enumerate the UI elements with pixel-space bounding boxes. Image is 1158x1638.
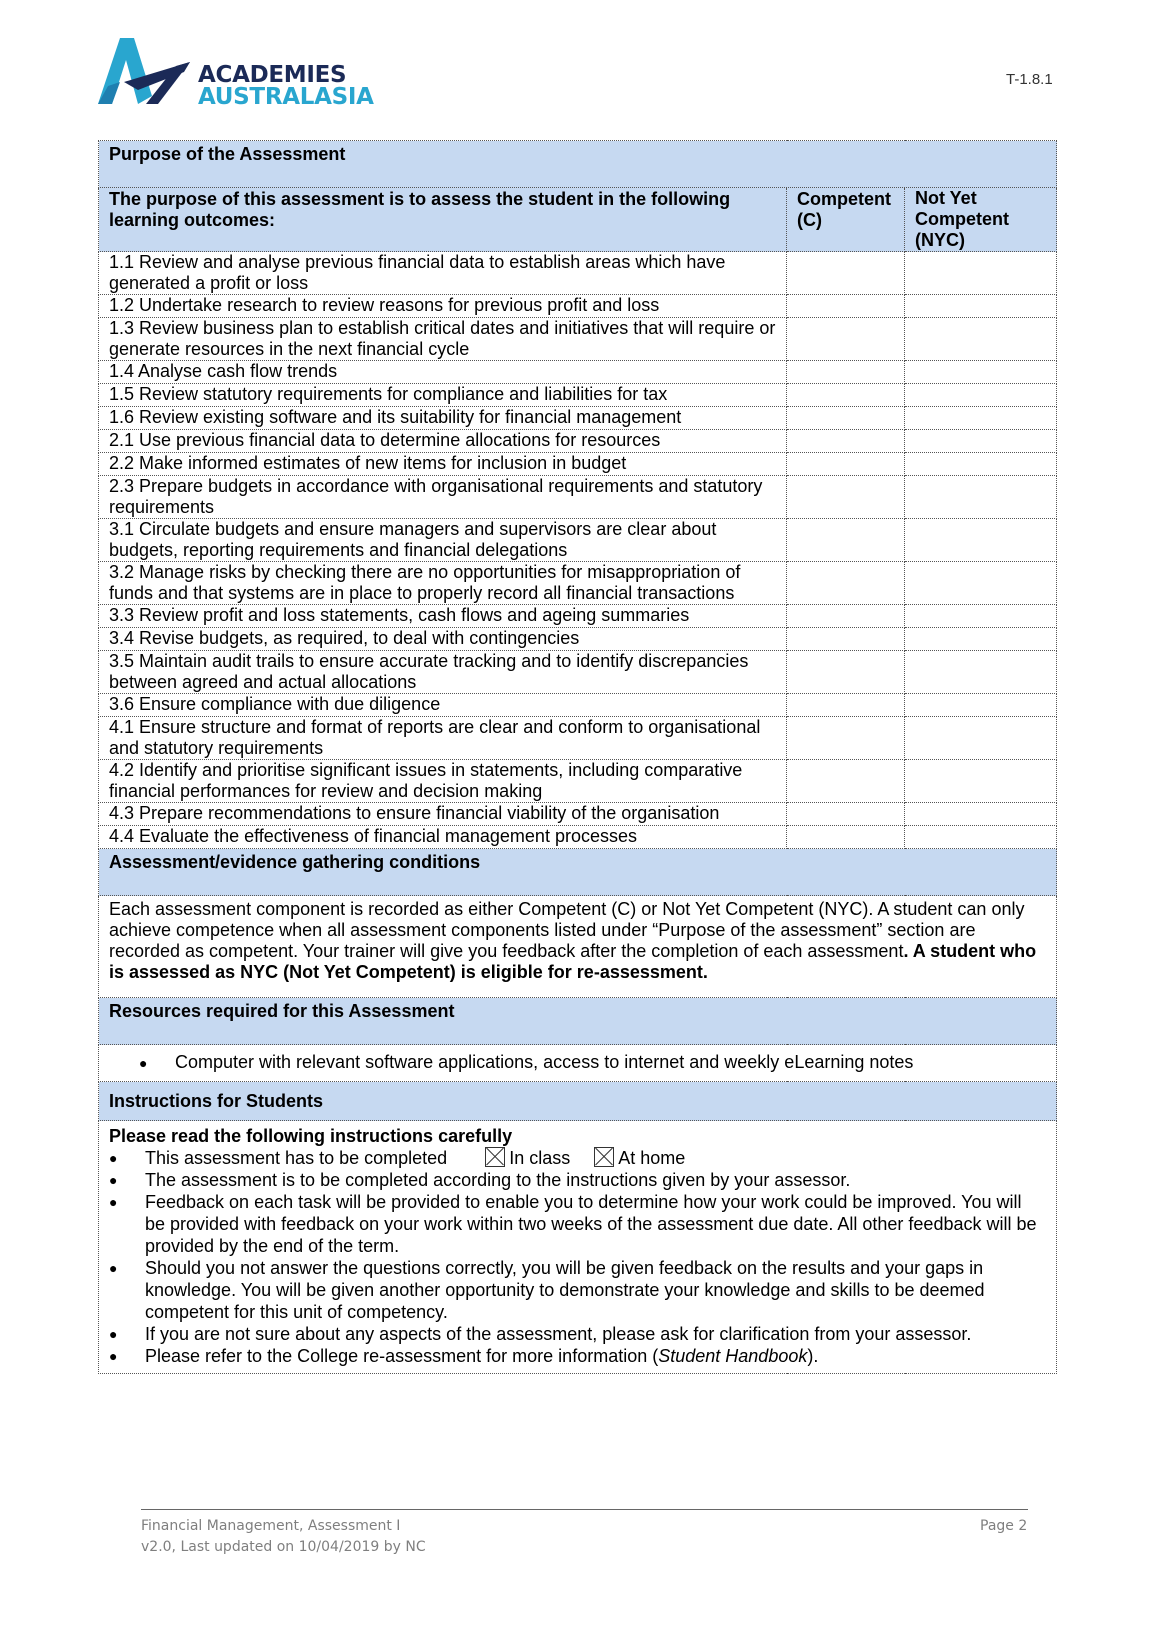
nyc-cell[interactable] [905, 803, 1057, 826]
competent-cell[interactable] [787, 430, 905, 453]
nyc-cell[interactable] [905, 252, 1057, 295]
table-row [99, 694, 1057, 717]
instruction-text: If you are not sure about any aspects of the assessment, please ask for clarification from your assessor. [145, 1324, 972, 1344]
table-row [99, 717, 1057, 760]
page-number: Page 2 [980, 1518, 1028, 1534]
learning-outcomes [99, 252, 1057, 849]
resources-title: Resources required for this Assessment [99, 998, 1057, 1045]
table-row [99, 628, 1057, 651]
footer-title: Financial Management, Assessment I [141, 1518, 401, 1534]
table-row [99, 826, 1057, 849]
table-row [99, 252, 1057, 295]
competent-cell[interactable] [787, 803, 905, 826]
table-row [99, 295, 1057, 318]
nyc-cell[interactable] [905, 407, 1057, 430]
competent-cell[interactable] [787, 826, 905, 849]
competent-cell[interactable] [787, 562, 905, 605]
table-row [99, 605, 1057, 628]
nyc-cell[interactable] [905, 384, 1057, 407]
outcome-text: 1.2 Undertake research to review reasons for previous profit and loss [99, 295, 787, 318]
nyc-cell[interactable] [905, 694, 1057, 717]
in-class-checkbox[interactable] [485, 1147, 505, 1167]
document-reference: T-1.8.1 [1006, 71, 1053, 88]
instruction-text: Feedback on each task will be provided to enable you to determine how your work could be improved. You will be provided with feedback on your work within two weeks of the assessment due date. All other feedback will be provided by the end of the term. [145, 1192, 1037, 1256]
table-row [99, 453, 1057, 476]
outcome-text: 1.1 Review and analyse previous financial data to establish areas which have generated a profit or loss [99, 252, 787, 295]
nyc-cell[interactable] [905, 717, 1057, 760]
purpose-intro: The purpose of this assessment is to assess the student in the following learning outcomes: [99, 188, 787, 252]
table-row [99, 519, 1057, 562]
last-post: ). [807, 1346, 819, 1366]
table-row [99, 760, 1057, 803]
table-row [99, 407, 1057, 430]
outcome-text: 2.1 Use previous financial data to determine allocations for resources [99, 430, 787, 453]
footer-version: v2.0, Last updated on 10/04/2019 by NC [141, 1539, 426, 1555]
outcome-text: 3.3 Review profit and loss statements, cash flows and ageing summaries [99, 605, 787, 628]
outcome-text: 3.1 Circulate budgets and ensure managers and supervisors are clear about budgets, reporting requirements and financial delegations [99, 519, 787, 562]
nyc-cell[interactable] [905, 430, 1057, 453]
nyc-cell[interactable] [905, 295, 1057, 318]
nyc-cell[interactable] [905, 453, 1057, 476]
table-row [99, 651, 1057, 694]
competent-cell[interactable] [787, 252, 905, 295]
nyc-cell[interactable] [905, 826, 1057, 849]
instruction-text: The assessment is to be completed according to the instructions given by your assessor. [145, 1170, 851, 1190]
last-pre: Please refer to the College re-assessment for more information ( [145, 1346, 659, 1366]
list-item: ● The assessment is to be completed according to the instructions given by your assessor. [109, 1170, 851, 1190]
list-item: ● Computer with relevant software applications, access to internet and weekly eLearning notes [139, 1052, 914, 1072]
table-row [99, 476, 1057, 519]
nyc-cell[interactable] [905, 519, 1057, 562]
outcome-text: 1.3 Review business plan to establish critical dates and initiatives that will require or generate resources in the next financial cycle [99, 318, 787, 361]
outcome-text: 2.2 Make informed estimates of new items for inclusion in budget [99, 453, 787, 476]
outcome-text: 4.2 Identify and prioritise significant issues in statements, including comparative financial performances for review and decision making [99, 760, 787, 803]
list-item: ● This assessment has to be completed In class At home [109, 1148, 686, 1168]
outcome-text: 1.6 Review existing software and its suitability for financial management [99, 407, 787, 430]
outcome-text: 2.3 Prepare budgets in accordance with organisational requirements and statutory requirements [99, 476, 787, 519]
list-item: ● Feedback on each task will be provided to enable you to determine how your work could be improved. You will be provided with feedback on your work within two weeks of the assessment due date. All other feedback will be provided by the end of the term. [109, 1191, 1046, 1257]
competent-cell[interactable] [787, 651, 905, 694]
at-home-label: At home [618, 1148, 686, 1168]
table-row [99, 318, 1057, 361]
instructions-body [99, 1121, 1057, 1374]
outcome-text: 1.5 Review statutory requirements for compliance and liabilities for tax [99, 384, 787, 407]
resource-item: Computer with relevant software applications, access to internet and weekly eLearning notes [175, 1052, 914, 1072]
competent-cell[interactable] [787, 519, 905, 562]
competent-cell[interactable] [787, 407, 905, 430]
competent-cell[interactable] [787, 717, 905, 760]
table-row [99, 562, 1057, 605]
nyc-cell[interactable] [905, 361, 1057, 384]
nyc-cell[interactable] [905, 318, 1057, 361]
competent-cell[interactable] [787, 605, 905, 628]
column-not-yet-competent: Not Yet Competent (NYC) [905, 188, 1057, 252]
column-competent: Competent (C) [787, 188, 905, 252]
competent-cell[interactable] [787, 384, 905, 407]
competent-cell[interactable] [787, 628, 905, 651]
nyc-cell[interactable] [905, 760, 1057, 803]
nyc-cell[interactable] [905, 562, 1057, 605]
student-handbook: Student Handbook [658, 1346, 808, 1366]
competent-cell[interactable] [787, 361, 905, 384]
nyc-cell[interactable] [905, 651, 1057, 694]
table-row [99, 430, 1057, 453]
outcome-text: 4.4 Evaluate the effectiveness of financial management processes [99, 826, 787, 849]
instructions-lead: Please read the following instructions carefully [109, 1126, 513, 1146]
assessment-table [98, 140, 1057, 1374]
conditions-text [99, 896, 1057, 998]
list-item: ● Please refer to the College re-assessment for more information (Student Handbook). [109, 1346, 819, 1366]
table-row [99, 803, 1057, 826]
outcome-text: 4.3 Prepare recommendations to ensure financial viability of the organisation [99, 803, 787, 826]
table-row [99, 361, 1057, 384]
competent-cell[interactable] [787, 476, 905, 519]
outcome-text: 3.5 Maintain audit trails to ensure accurate tracking and to identify discrepancies between agreed and actual allocations [99, 651, 787, 694]
footer-divider [141, 1509, 1028, 1510]
competent-cell[interactable] [787, 760, 905, 803]
at-home-checkbox[interactable] [594, 1147, 614, 1167]
completed-text: This assessment has to be completed [145, 1148, 448, 1168]
outcome-text: 3.6 Ensure compliance with due diligence [99, 694, 787, 717]
outcome-text: 3.4 Revise budgets, as required, to deal with contingencies [99, 628, 787, 651]
resources-list [99, 1045, 1057, 1082]
logo-line-2: AUSTRALASIA [198, 84, 374, 110]
competent-cell[interactable] [787, 694, 905, 717]
conditions-text-b: . A student who is assessed as NYC (Not Yet Competent) is eligible for re-assessment. [109, 941, 1037, 982]
list-item: ● If you are not sure about any aspects of the assessment, please ask for clarification from your assessor. [109, 1324, 972, 1344]
outcome-text: 3.2 Manage risks by checking there are no opportunities for misappropriation of funds and that systems are in place to properly record all financial transactions [99, 562, 787, 605]
conditions-text-a: Each assessment component is recorded as either Competent (C) or Not Yet Competent (NYC). A student can only achieve competence when all assessment components listed under “Purpose of the assessment” section are recorded as competent. Your trainer will give you feedback after the completion of each assessment [109, 899, 1025, 961]
competent-cell[interactable] [787, 295, 905, 318]
competent-cell[interactable] [787, 453, 905, 476]
outcome-text: 1.4 Analyse cash flow trends [99, 361, 787, 384]
in-class-label: In class [509, 1148, 571, 1168]
nyc-cell[interactable] [905, 628, 1057, 651]
competent-cell[interactable] [787, 318, 905, 361]
purpose-title: Purpose of the Assessment [99, 141, 1057, 188]
list-item: ● Should you not answer the questions correctly, you will be given feedback on the results and your gaps in knowledge. You will be given another opportunity to demonstrate your knowledge and skills to be deemed competent for this unit of competency. [109, 1257, 1046, 1323]
conditions-title: Assessment/evidence gathering conditions [99, 849, 1057, 896]
nyc-cell[interactable] [905, 605, 1057, 628]
nyc-cell[interactable] [905, 476, 1057, 519]
instruction-text: Should you not answer the questions correctly, you will be given feedback on the results and your gaps in knowledge. You will be given another opportunity to demonstrate your knowledge and skills to be deemed competent for this unit of competency. [145, 1258, 985, 1322]
logo-wordmark [198, 64, 374, 108]
instructions-title: Instructions for Students [99, 1082, 1057, 1121]
logo-line-1: ACADEMIES [198, 62, 347, 88]
table-row [99, 384, 1057, 407]
outcome-text: 4.1 Ensure structure and format of reports are clear and conform to organisational and statutory requirements [99, 717, 787, 760]
